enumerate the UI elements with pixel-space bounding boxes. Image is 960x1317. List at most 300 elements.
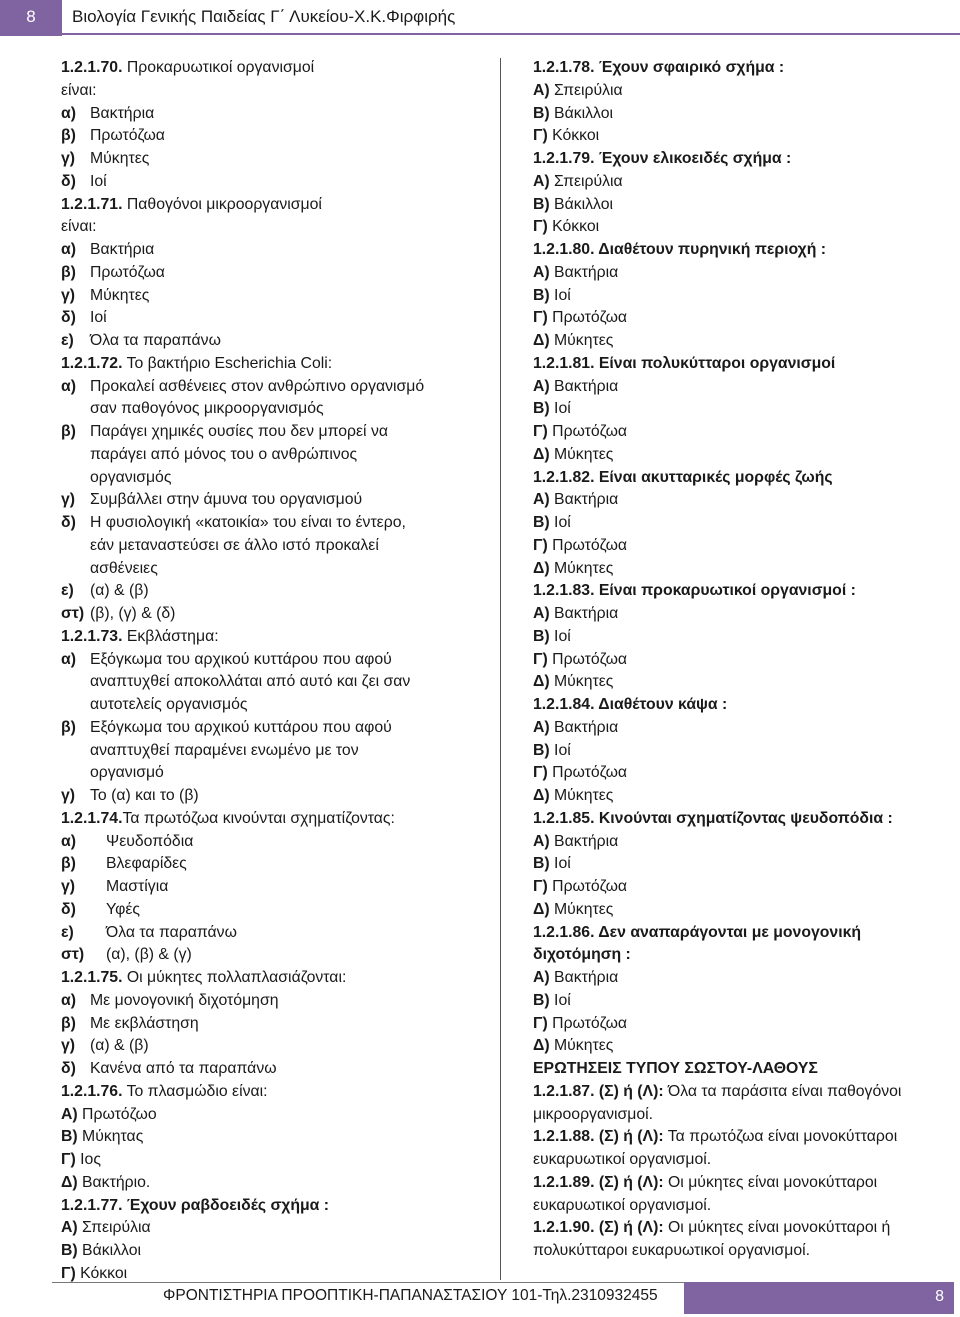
option-label: α) (61, 104, 76, 122)
option-continuation (61, 762, 456, 785)
option-label: δ) (61, 900, 76, 918)
question-number: 1.2.1.83. (533, 582, 595, 600)
option-text: Όλα τα παραπάνω (90, 332, 221, 349)
option-label: Δ) (533, 559, 550, 577)
question-text: Το βακτήριο Escherichia Coli: (122, 354, 333, 372)
question-text: Οι μύκητες είναι μονοκύτταροι (663, 1173, 878, 1191)
option-continuation (61, 694, 456, 717)
option-text: Μύκητες (549, 332, 614, 349)
option-text: Ιοί (549, 400, 571, 418)
question-number: 1.2.1.82. (533, 468, 595, 486)
line-text: ευκαρυωτικοί οργανισμοί. (533, 1151, 712, 1168)
line-text: ευκαρυωτικοί οργανισμοί. (533, 1196, 712, 1214)
option-text: Πρωτόζωα (547, 309, 628, 327)
option-line (61, 307, 456, 330)
option-line (61, 1035, 456, 1058)
question-line (533, 57, 953, 80)
option-line (533, 285, 953, 308)
option-text: Πρωτόζωα (547, 536, 628, 554)
option-line (61, 1217, 456, 1240)
option-line (61, 649, 456, 672)
right-column (533, 57, 953, 1263)
question-text: Τα πρωτόζωα κινούνται σχηματίζοντας: (122, 809, 395, 827)
option-text: Κόκκοι (75, 1264, 128, 1282)
option-line (61, 1149, 456, 1172)
option-text: Προκαλεί ασθένειες στον ανθρώπινο οργανισμό (90, 377, 425, 395)
option-line (533, 649, 953, 672)
option-text: Μύκητες (549, 445, 614, 463)
option-text: Βακτήρια (549, 832, 619, 850)
option-text: (α) & (β) (90, 1037, 149, 1055)
option-line (61, 603, 456, 626)
option-text: Ιοί (549, 514, 571, 531)
option-line (533, 512, 953, 535)
option-label: Α) (533, 377, 550, 395)
option-label: β) (61, 718, 76, 736)
option-label: Β) (61, 1128, 78, 1146)
option-continuation (61, 558, 456, 581)
option-line (61, 922, 456, 945)
option-line (61, 785, 456, 808)
option-text: Εξόγκωμα του αρχικού κυττάρου που αφού (90, 718, 392, 736)
option-text: Βακτήριο. (77, 1173, 151, 1191)
option-text: εάν μεταναστεύσει σε άλλο ιστό προκαλεί (90, 536, 379, 554)
option-line (533, 398, 953, 421)
option-line (533, 785, 953, 808)
option-label: στ) (61, 605, 85, 622)
option-line (533, 421, 953, 444)
option-line (61, 262, 456, 285)
option-text: Πρωτόζωα (90, 127, 165, 145)
option-text: Πρωτόζωα (547, 764, 628, 782)
option-label: Γ) (533, 764, 548, 782)
option-line (533, 831, 953, 854)
question-number: 1.2.1.74. (61, 809, 123, 827)
option-line (533, 762, 953, 785)
option-text: Βακτήρια (549, 377, 619, 395)
option-line (61, 1058, 456, 1081)
option-label: Β) (533, 286, 550, 304)
line-text: πολυκύτταροι ευκαρυωτικοί οργανισμοί. (533, 1242, 811, 1259)
question-line (533, 922, 953, 945)
option-continuation (61, 535, 456, 558)
question-number: 1.2.1.80. (533, 241, 595, 258)
question-number: 1.2.1.81. (533, 354, 595, 372)
option-label: Β) (533, 400, 550, 418)
option-label: Δ) (533, 900, 550, 918)
option-text: Κόκκοι (547, 127, 600, 145)
option-line (533, 558, 953, 581)
question-text: Το πλασμώδιο είναι: (122, 1082, 268, 1100)
option-line (533, 740, 953, 763)
option-text: Μύκητες (549, 787, 614, 804)
option-label: α) (61, 650, 76, 668)
option-line (533, 671, 953, 694)
option-line (533, 194, 953, 217)
option-label: Β) (61, 1242, 78, 1259)
option-continuation (61, 671, 456, 694)
option-text: Με εκβλάστηση (90, 1014, 199, 1032)
question-line (533, 580, 953, 603)
option-text: Σπειρύλια (549, 172, 623, 190)
question-text: Έχουν ραβδοειδές σχήμα : (122, 1196, 330, 1214)
option-label: β) (61, 127, 76, 145)
question-line (61, 967, 456, 990)
option-text: Ιοί (549, 286, 571, 304)
option-line (533, 967, 953, 990)
option-text: Πρωτόζωα (547, 878, 628, 895)
option-text: Ιοί (90, 172, 107, 190)
option-label: Α) (533, 718, 550, 736)
option-text: Μαστίγια (106, 878, 169, 895)
question-line (533, 239, 953, 262)
option-label: α) (61, 991, 76, 1009)
option-label: γ) (61, 1037, 76, 1055)
option-line (533, 1013, 953, 1036)
question-line (533, 353, 953, 376)
option-label: Β) (533, 514, 550, 531)
question-line (533, 148, 953, 171)
option-text: σαν παθογόνος μικροοργανισμός (90, 400, 324, 418)
option-line (533, 899, 953, 922)
option-line (533, 603, 953, 626)
option-text: Βακτήρια (549, 491, 619, 509)
option-text: Βακτήρια (549, 263, 619, 281)
question-line (533, 1172, 953, 1195)
text-line (61, 80, 456, 103)
option-label: Α) (533, 605, 550, 622)
option-text: Πρωτόζωο (77, 1105, 157, 1123)
option-label: Δ) (533, 332, 550, 349)
footer-page-box (684, 1282, 954, 1314)
question-line (533, 1126, 953, 1149)
question-number: 1.2.1.75. (61, 969, 123, 986)
option-line (61, 489, 456, 512)
question-text: Όλα τα παράσιτα είναι παθογόνοι (663, 1082, 902, 1100)
option-label: δ) (61, 514, 76, 531)
question-text: Είναι προκαρυωτικοί οργανισμοί : (594, 582, 856, 600)
option-label: Δ) (533, 673, 550, 691)
question-number: 1.2.1.87. (Σ) ή (Λ): (533, 1082, 664, 1100)
option-text: Ιοί (549, 741, 571, 759)
line-text: μικροοργανισμοί. (533, 1105, 654, 1123)
option-text: Βακτήρια (549, 969, 619, 986)
question-number: 1.2.1.86. (533, 923, 595, 941)
question-line (61, 1195, 456, 1218)
option-line (533, 876, 953, 899)
question-text: Διαθέτουν πυρηνική περιοχή : (594, 241, 826, 258)
option-line (61, 1013, 456, 1036)
column-divider (500, 58, 501, 1280)
option-line (61, 944, 456, 967)
option-line (61, 899, 456, 922)
footer-page-number: 8 (935, 1288, 944, 1305)
question-number: 1.2.1.70. (61, 59, 123, 76)
question-number: 1.2.1.77. (61, 1196, 123, 1214)
option-line (61, 421, 456, 444)
option-label: Γ) (533, 1014, 548, 1032)
option-text: Βακτήρια (90, 104, 155, 122)
option-label: Β) (533, 741, 550, 759)
option-continuation (61, 740, 456, 763)
option-text: Κανένα από τα παραπάνω (90, 1060, 277, 1077)
question-line (533, 694, 953, 717)
option-line (533, 330, 953, 353)
question-number: 1.2.1.72. (61, 354, 123, 372)
question-number: 1.2.1.71. (61, 195, 123, 213)
option-text: Βάκιλλοι (549, 104, 613, 122)
option-label: Γ) (533, 878, 548, 895)
option-label: Β) (533, 104, 550, 122)
option-line (533, 125, 953, 148)
question-line (533, 1081, 953, 1104)
option-label: δ) (61, 1060, 76, 1077)
question-text: Οι μύκητες πολλαπλασιάζονται: (122, 969, 347, 986)
option-label: Γ) (533, 127, 548, 145)
question-text: Δεν αναπαράγονται με μονογονική (594, 923, 862, 941)
option-line (61, 330, 456, 353)
left-column (61, 57, 456, 1286)
question-text: Παθογόνοι μικροοργανισμοί (122, 195, 322, 213)
footer-text: ΦΡΟΝΤΙΣΤΗΡΙΑ ΠΡΟΟΠΤΙΚΗ-ΠΑΠΑΝΑΣΤΑΣΙΟΥ 101-Τηλ.2310932455 (163, 1287, 658, 1304)
option-text: Μύκητες (90, 150, 150, 167)
question-number: 1.2.1.89. (Σ) ή (Λ): (533, 1173, 664, 1191)
option-label: Γ) (533, 650, 548, 668)
option-line (61, 285, 456, 308)
option-label: β) (61, 855, 76, 873)
option-label: γ) (61, 286, 76, 304)
option-text: παράγει από μόνος του ο ανθρώπινος (90, 445, 358, 463)
option-text: οργανισμός (90, 468, 172, 486)
option-text: ασθένειες (90, 559, 158, 577)
option-label: Α) (533, 969, 550, 986)
option-text: Μύκητες (549, 673, 614, 691)
question-line (61, 194, 456, 217)
option-text: Βακτήρια (90, 241, 155, 258)
option-label: Β) (533, 195, 550, 213)
question-text: Είναι πολυκύτταροι οργανισμοί (594, 354, 836, 372)
question-number: 1.2.1.88. (Σ) ή (Λ): (533, 1128, 664, 1146)
option-text: Ιοί (549, 627, 571, 645)
footer-rule (52, 1282, 684, 1283)
option-line (533, 1035, 953, 1058)
option-text: Μύκητες (549, 559, 614, 577)
option-label: στ) (61, 946, 85, 964)
option-line (533, 103, 953, 126)
question-line (533, 808, 953, 831)
option-label: ε) (61, 923, 74, 941)
option-line (533, 717, 953, 740)
option-label: Β) (533, 855, 550, 873)
question-number: 1.2.1.90. (Σ) ή (Λ): (533, 1219, 664, 1237)
question-line (533, 1217, 953, 1240)
option-label: α) (61, 241, 76, 258)
question-number: 1.2.1.76. (61, 1082, 123, 1100)
option-line (61, 876, 456, 899)
option-line (61, 1104, 456, 1127)
option-label: Β) (533, 627, 550, 645)
option-line (533, 376, 953, 399)
option-line (533, 626, 953, 649)
option-label: α) (61, 832, 76, 850)
question-number: 1.2.1.73. (61, 627, 123, 645)
option-label: Γ) (533, 536, 548, 554)
option-label: γ) (61, 150, 76, 167)
question-line (61, 808, 456, 831)
option-label: γ) (61, 787, 76, 804)
option-line (61, 831, 456, 854)
option-text: (α) & (β) (90, 582, 149, 600)
option-label: Α) (61, 1105, 78, 1123)
option-text: Συμβάλλει στην άμυνα του οργανισμού (90, 491, 363, 509)
option-line (61, 1240, 456, 1263)
option-line (61, 239, 456, 262)
header-page-number: 8 (0, 0, 62, 36)
option-text: Πρωτόζωα (90, 263, 165, 281)
question-text: Έχουν ελικοειδές σχήμα : (594, 150, 792, 167)
option-label: β) (61, 1014, 76, 1032)
question-text: Εκβλάστημα: (122, 627, 219, 645)
option-text: οργανισμό (90, 764, 164, 782)
option-label: Α) (533, 172, 550, 190)
option-text: (α), (β) & (γ) (106, 946, 192, 964)
option-text: Το (α) και το (β) (90, 787, 199, 804)
option-text: (β), (γ) & (δ) (90, 605, 176, 622)
option-text: Μύκητες (549, 900, 614, 918)
option-line (533, 444, 953, 467)
text-line (533, 944, 953, 967)
text-line (533, 1104, 953, 1127)
option-text: Παράγει χημικές ουσίες που δεν μπορεί να (90, 423, 388, 440)
option-label: Α) (533, 491, 550, 509)
option-text: Βακτήρια (549, 718, 619, 736)
option-line (533, 171, 953, 194)
option-text: Η φυσιολογική «κατοικία» του είναι το έντερο, (90, 514, 406, 531)
option-text: Ψευδοπόδια (106, 832, 194, 850)
option-line (61, 1126, 456, 1149)
option-continuation (61, 398, 456, 421)
option-label: δ) (61, 172, 76, 190)
option-line (61, 148, 456, 171)
question-text: Οι μύκητες είναι μονοκύτταροι ή (663, 1219, 891, 1237)
question-line (61, 626, 456, 649)
option-text: Βάκιλλοι (77, 1242, 141, 1259)
option-text: Όλα τα παραπάνω (106, 923, 237, 941)
option-label: Γ) (533, 423, 548, 440)
option-label: Γ) (61, 1151, 76, 1168)
option-line (61, 103, 456, 126)
option-text: αναπτυχθεί αποκολλάται από αυτό και ζει σαν (90, 673, 411, 691)
page-header (0, 0, 960, 36)
option-label: Β) (533, 991, 550, 1009)
question-number: 1.2.1.84. (533, 696, 595, 713)
option-text: Πρωτόζωα (547, 650, 628, 668)
option-label: Δ) (533, 1037, 550, 1055)
option-line (61, 1172, 456, 1195)
option-line (533, 216, 953, 239)
option-text: αυτοτελείς οργανισμός (90, 696, 248, 713)
question-line (61, 353, 456, 376)
option-text: Σπειρύλια (549, 81, 623, 99)
option-line (533, 262, 953, 285)
option-text: Ιοί (549, 855, 571, 873)
option-label: ε) (61, 582, 74, 600)
option-label: α) (61, 377, 76, 395)
option-text: Βακτήρια (549, 605, 619, 622)
line-text: ΕΡΩΤΗΣΕΙΣ ΤΥΠΟΥ ΣΩΣΤΟΥ-ΛΑΘΟΥΣ (533, 1060, 818, 1077)
option-line (533, 489, 953, 512)
option-label: Δ) (533, 445, 550, 463)
option-label: Α) (533, 81, 550, 99)
question-text: Κινούνται σχηματίζοντας ψευδοπόδια : (594, 809, 893, 827)
option-line (61, 990, 456, 1013)
option-line (533, 80, 953, 103)
option-text: αναπτυχθεί παραμένει ενωμένο με τον (90, 741, 359, 759)
line-text: είναι: (61, 81, 97, 99)
option-line (61, 512, 456, 535)
text-line (533, 1240, 953, 1263)
option-line (533, 307, 953, 330)
option-text: Ιοί (549, 991, 571, 1009)
option-text: Κόκκοι (547, 218, 600, 236)
option-line (533, 990, 953, 1013)
text-line (533, 1195, 953, 1218)
option-text: Εξόγκωμα του αρχικού κυττάρου που αφού (90, 650, 392, 668)
option-text: Υφές (106, 900, 141, 918)
option-label: Δ) (61, 1173, 78, 1191)
line-text: είναι: (61, 218, 97, 236)
option-label: Α) (61, 1219, 78, 1237)
question-number: 1.2.1.85. (533, 809, 595, 827)
option-label: β) (61, 263, 76, 281)
question-line (61, 1081, 456, 1104)
option-line (533, 853, 953, 876)
header-rule (62, 33, 960, 35)
question-line (533, 467, 953, 490)
question-text: Προκαρυωτικοί οργανισμοί (122, 59, 315, 76)
option-text: Μύκητες (90, 286, 150, 304)
option-text: Μύκητες (549, 1037, 614, 1055)
option-line (61, 717, 456, 740)
option-label: γ) (61, 878, 76, 895)
option-label: Γ) (533, 218, 548, 236)
question-number: 1.2.1.78. (533, 59, 595, 76)
text-line (533, 1149, 953, 1172)
option-text: Πρωτόζωα (547, 423, 628, 440)
question-text: Διαθέτουν κάψα : (594, 696, 728, 713)
option-text: Μύκητας (77, 1128, 144, 1146)
question-text: Τα πρωτόζωα είναι μονοκύτταροι (663, 1128, 898, 1146)
option-label: Γ) (61, 1264, 76, 1282)
option-label: δ) (61, 309, 76, 327)
option-text: Σπειρύλια (77, 1219, 151, 1237)
option-continuation (61, 467, 456, 490)
option-label: Γ) (533, 309, 548, 327)
option-line (61, 376, 456, 399)
option-text: Με μονογονική διχοτόμηση (90, 991, 279, 1009)
question-text: Έχουν σφαιρικό σχήμα : (594, 59, 785, 76)
option-text: Ιοί (90, 309, 107, 327)
option-line (533, 535, 953, 558)
option-continuation (61, 444, 456, 467)
option-text: Πρωτόζωα (547, 1014, 628, 1032)
option-label: Α) (533, 263, 550, 281)
text-line (533, 1058, 953, 1081)
text-line (61, 216, 456, 239)
option-line (61, 125, 456, 148)
question-number: 1.2.1.79. (533, 150, 595, 167)
option-line (61, 853, 456, 876)
